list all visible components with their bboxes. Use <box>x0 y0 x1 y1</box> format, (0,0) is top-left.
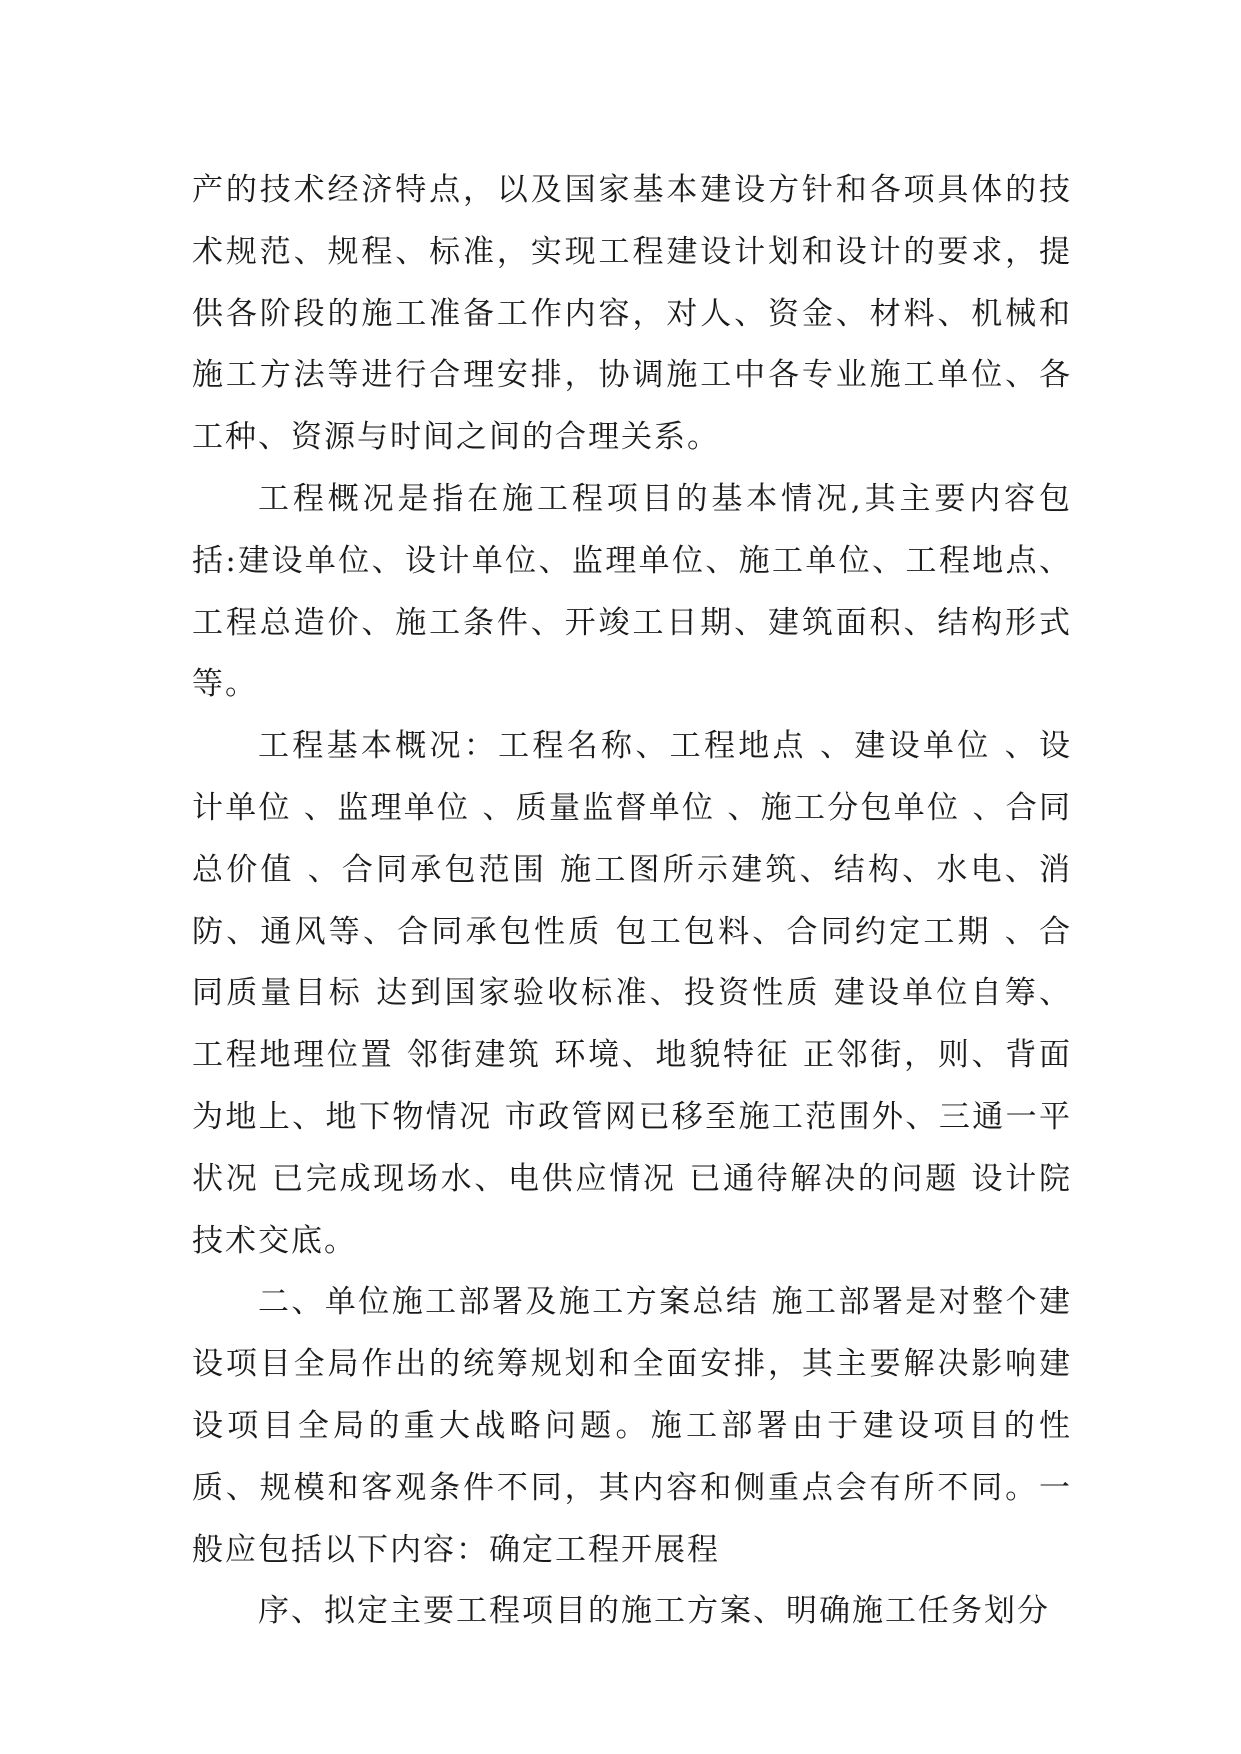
paragraph-continued: 产的技术经济特点，以及国家基本建设方针和各项具体的技术规范、规程、标准，实现工程建设计划和设计的要求，提供各阶段的施工准备工作内容，对人、资金、材料、机械和施工方法等进行合理安排，协调施工中各专业施工单位、各工种、资源与时间之间的合理关系。 <box>192 172 1072 456</box>
paragraph-sequence: 序、拟定主要工程项目的施工方案、明确施工任务划分 <box>258 1593 1050 1630</box>
paragraph-construction-deployment: 二、单位施工部署及施工方案总结 施工部署是对整个建设项目全局作出的统筹规划和全面安排，其主要解决影响建设项目全局的重大战略问题。施工部署由于建设项目的性质、规模和客观条件不同，其内容和侧重点会有所不同。一般应包括以下内容：确定工程开展程 <box>192 1284 1072 1568</box>
document-body <box>192 160 1072 1643</box>
paragraph-project-overview: 工程概况是指在施工程项目的基本情况,其主要内容包括:建设单位、设计单位、监理单位、施工单位、工程地点、工程总造价、施工条件、开竣工日期、建筑面积、结构形式等。 <box>192 480 1072 703</box>
paragraph-basic-overview: 工程基本概况：工程名称、工程地点 、建设单位 、设计单位 、监理单位 、质量监督单位 、施工分包单位 、合同总价值 、合同承包范围 施工图所示建筑、结构、水电、消防、通风等、合同承包性质 包工包料、合同约定工期 、合同质量目标 达到国家验收标准、投资性质 建设单位自筹、工程地理位置 邻街建筑 环境、地貌特征 正邻街，则、背面为地上、地下物情况 市政管网已移至施工范围外、三通一平状况 已完成现场水、电供应情况 已通待解决的问题 设计院技术交底。 <box>192 728 1072 1259</box>
